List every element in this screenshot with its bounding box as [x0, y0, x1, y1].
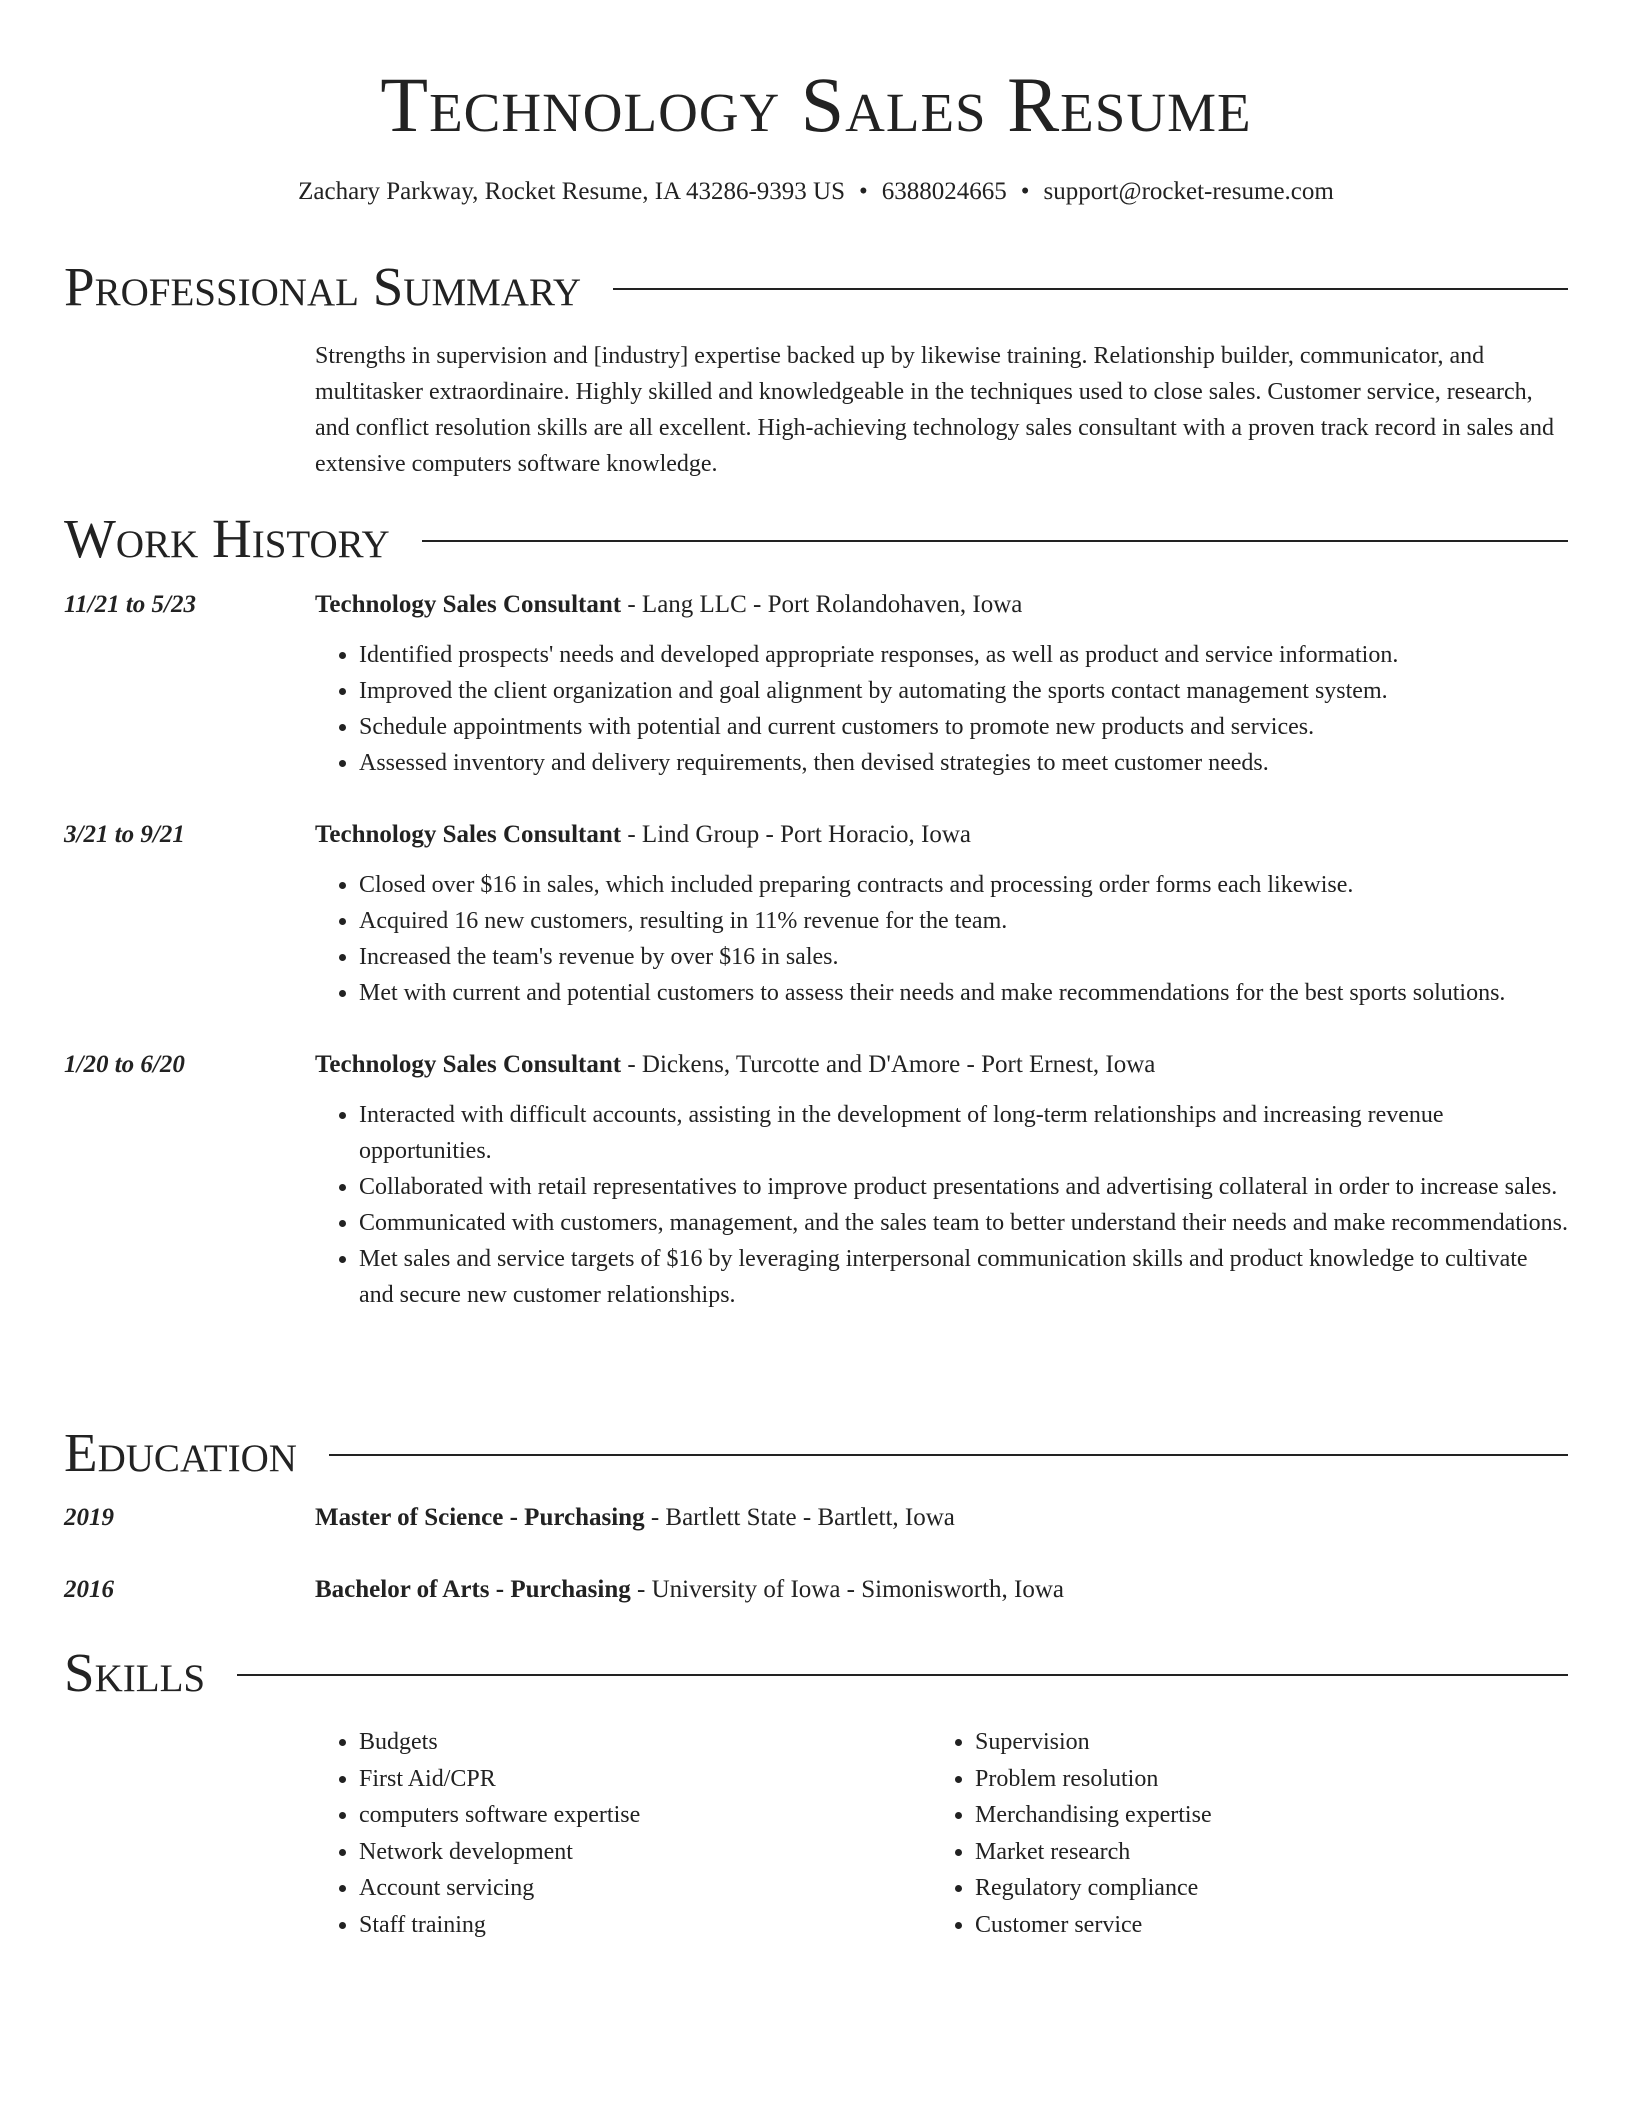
- job-bullet: • Closed over $16 in sales, which included preparing contracts and processing order forms each likewise.: [359, 867, 1568, 903]
- job-details: - Lang LLC - Port Rolandohaven, Iowa: [621, 591, 1023, 618]
- job-bullets: [315, 1097, 1568, 1313]
- section-header-skills: [64, 1640, 1568, 1706]
- section-title-work-history: Work History: [64, 508, 390, 569]
- skill-item: • Network development: [359, 1834, 875, 1871]
- skill-item: • Budgets: [359, 1724, 875, 1761]
- education-year: 2019: [64, 1504, 114, 1531]
- job-date: 11/21 to 5/23: [64, 591, 196, 618]
- job-heading: [315, 587, 1022, 623]
- job-bullet: • Schedule appointments with potential and current customers to promote new products and services.: [359, 709, 1568, 745]
- section-title-skills: Skills: [64, 1642, 206, 1703]
- job-bullet: • Assessed inventory and delivery requirements, then devised strategies to meet customer needs.: [359, 745, 1568, 781]
- education-degree: Bachelor of Arts - Purchasing: [315, 1576, 631, 1603]
- section-divider: [613, 288, 1568, 290]
- skill-item: • Customer service: [975, 1907, 1491, 1944]
- skill-item: • Regulatory compliance: [975, 1870, 1491, 1907]
- job-details: - Dickens, Turcotte and D'Amore - Port Ernest, Iowa: [621, 1051, 1156, 1078]
- education-degree: Master of Science - Purchasing: [315, 1504, 645, 1531]
- contact-line: [64, 174, 1568, 210]
- job-date: 3/21 to 9/21: [64, 821, 185, 848]
- summary-text: Strengths in supervision and [industry] expertise backed up by likewise training. Relationship builder, communicator, and multitasker extraordinaire. Highly skilled and knowledgeable in the techniques used to close sales. Customer service, research, and conflict resolution skills are all excellent. High-achieving technology sales consultant with a proven track record in sales and extensive computers software knowledge.: [315, 343, 1554, 477]
- education-heading: [315, 1572, 1064, 1608]
- job-heading: [315, 1047, 1155, 1083]
- education-details: - Bartlett State - Bartlett, Iowa: [644, 1504, 955, 1531]
- job-date: 1/20 to 6/20: [64, 1051, 185, 1078]
- skill-item: • computers software expertise: [359, 1797, 875, 1834]
- job-details: - Lind Group - Port Horacio, Iowa: [621, 821, 972, 848]
- skill-item: • Merchandising expertise: [975, 1797, 1491, 1834]
- section-divider: [329, 1454, 1568, 1456]
- job-bullet: • Interacted with difficult accounts, assisting in the development of long-term relationships and increasing revenue opportunities.: [359, 1097, 1568, 1169]
- skills-list-right: [931, 1724, 1491, 1943]
- job-role: Technology Sales Consultant: [315, 821, 622, 848]
- section-title-education: Education: [64, 1422, 297, 1483]
- job-role: Technology Sales Consultant: [315, 591, 622, 618]
- job-bullet: • Met sales and service targets of $16 by leveraging interpersonal communication skills and product knowledge to cultivate and secure new customer relationships.: [359, 1241, 1568, 1313]
- education-heading: [315, 1500, 955, 1536]
- section-header-work-history: [64, 506, 1568, 572]
- section-divider: [422, 540, 1568, 542]
- contact-separator: •: [1020, 178, 1030, 205]
- contact-phone: 6388024665: [881, 178, 1007, 205]
- job-bullets: [315, 867, 1568, 1011]
- section-header-education: [64, 1420, 1568, 1486]
- job-bullet: • Communicated with customers, management, and the sales team to better understand their needs and make recommendations.: [359, 1205, 1568, 1241]
- skill-item: • Staff training: [359, 1907, 875, 1944]
- skills-list-left: [315, 1724, 875, 1943]
- contact-email: support@rocket-resume.com: [1043, 178, 1334, 205]
- job-heading: [315, 817, 971, 853]
- job-bullet: • Improved the client organization and goal alignment by automating the sports contact management system.: [359, 673, 1568, 709]
- section-divider: [237, 1674, 1568, 1676]
- job-bullet: • Collaborated with retail representatives to improve product presentations and advertising collateral in order to increase sales.: [359, 1169, 1568, 1205]
- skill-item: • Supervision: [975, 1724, 1491, 1761]
- job-bullet: • Identified prospects' needs and developed appropriate responses, as well as product and service information.: [359, 637, 1568, 673]
- resume-title: Technology Sales Resume: [380, 61, 1252, 148]
- contact-separator: •: [859, 178, 868, 205]
- section-title-summary: Professional Summary: [64, 256, 582, 317]
- job-bullets: [315, 637, 1568, 781]
- skill-item: • First Aid/CPR: [359, 1761, 875, 1798]
- section-header-summary: [64, 254, 1568, 320]
- job-bullet: • Acquired 16 new customers, resulting in 11% revenue for the team.: [359, 903, 1568, 939]
- job-bullet: • Increased the team's revenue by over $16 in sales.: [359, 939, 1568, 975]
- education-details: - University of Iowa - Simonisworth, Iowa: [630, 1576, 1065, 1603]
- contact-address: Zachary Parkway, Rocket Resume, IA 43286-9393 US: [298, 178, 846, 205]
- education-year: 2016: [64, 1576, 114, 1603]
- skill-item: • Account servicing: [359, 1870, 875, 1907]
- job-role: Technology Sales Consultant: [315, 1051, 622, 1078]
- job-bullet: • Met with current and potential customers to assess their needs and make recommendations for the best sports solutions.: [359, 975, 1568, 1011]
- skill-item: • Market research: [975, 1834, 1491, 1871]
- skill-item: • Problem resolution: [975, 1761, 1491, 1798]
